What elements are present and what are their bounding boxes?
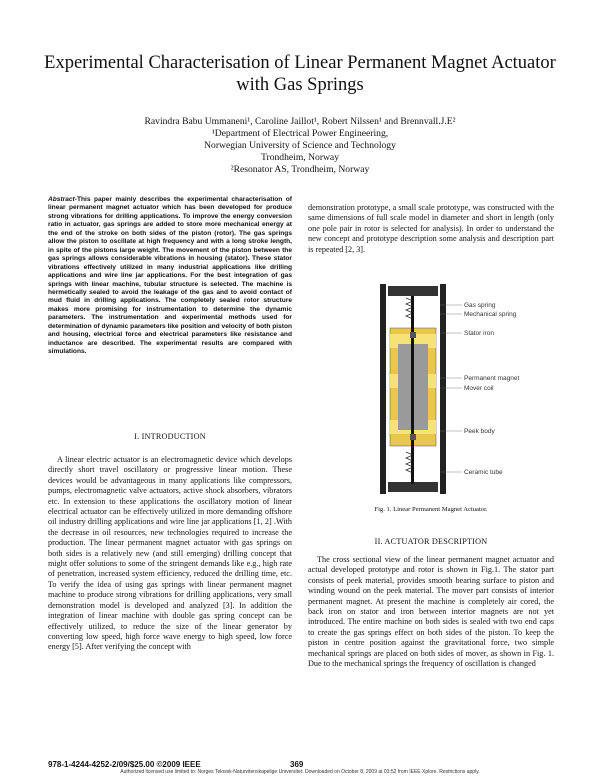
paper-title [40,52,560,96]
affiliation-1: ¹Department of Electrical Power Engineering, [211,128,389,139]
actuator-figure [378,284,568,494]
title-line-1: Experimental Characterisation of Linear Permanent Magnet Actuator [44,53,556,73]
housing-wall-right [440,284,446,494]
label-mechanical-spring: Mechanical spring [464,311,517,318]
label-stator-iron: Stator iron [464,330,494,337]
description-right-column [308,555,554,669]
description-paragraph: The cross sectional view of the linear permanent magnet actuator and actual developed prototype and rotor is shown in Fig.1. The stator part consists of peek material, provides smooth bearing surface to piston and winding wound on the peek material. The mover part consists of interior permanent magnet. At present the machine is completely air cored, the back iron on stator and iron between interior magnets are not yet introduced. The entire machine on both sides is sealed with two end caps to create the gas springs effect on both sides of the piston. To keep the piston in centre position against the gravitational force, two simple mechanical springs are placed on both sides of mover, as shown in Fig. 1. Due to the mechanical springs the frequency of oscillation is changed [308,555,554,669]
figure-caption: Fig. 1. Linear Permanent Magnet Actuator. [374,506,488,513]
section-heading-introduction: I. INTRODUCTION [134,432,206,441]
piston-rod [411,296,414,484]
page-number: 369 [290,760,304,769]
section-heading-actuator-description: II. ACTUATOR DESCRIPTION [374,537,488,546]
author-list: Ravindra Babu Ummaneni¹, Caroline Jaillot¹, Robert Nilssen¹ and Brennvall.J.E² [144,116,456,127]
introduction-right-column [308,203,554,255]
abstract [48,196,292,357]
intro-paragraph: A linear electric actuator is an electromagnetic device which develops directly short travel oscillatory or progressive linear motion. These devices would be advantageous in many applications like compressors, pumps, electromagnetic valve actuators, active shock absorbers, vibrators etc. In extension to these applications the oscillatory motion of linear electrical actuator can be effectively utilized in more demanding offshore oil industry drilling applications and wire line jar applications [1, 2] .With the decrease in oil resources, new technologies required to increase the production. The linear permanent magnet actuator with gas springs on both sides is a relatively new (and still emerging) drilling concept that might offer solutions to some of the stringent demands like e.g., high rate of penetration, increased system efficiency, reduced the drilling time, etc. To verify the idea of using gas springs with linear permanent magnet machine to produce strong vibrations for drilling applications, very small demonstration model is developed and analyzed [3]. In addition the integration of linear machine with double gas spring concept can be effectively utilized, to reduce the size of the linear generator by converting low speed, high force wave energy to high speed, low force energy [5]. After verifying the concept with [48,455,292,652]
label-gas-spring: Gas spring [464,302,496,309]
abstract-label: Abstract- [48,196,77,203]
top-end-cap [388,286,438,296]
label-mover-coil: Mover coil [464,385,494,392]
mover-top [410,332,416,338]
intro-continuation: demonstration prototype, a small scale prototype, was constructed with the same dimensions of full scale model in diameter and short in length (only one pole pair in rotor is selected for analysis). In order to understand the new concept and prototype description some analysis and description part is repeated [2, 3]. [308,203,554,254]
affiliation-3: Trondheim, Norway [261,152,339,163]
affiliation-2: Norwegian University of Science and Technology [204,140,396,151]
label-permanent-magnet: Permanent magnet [464,375,520,382]
author-block [40,116,560,176]
footer-isbn: 978-1-4244-4252-2/09/$25.00 ©2009 IEEE [48,760,201,769]
license-notice: Authorized licensed use limited to: Norges Teknisk-Naturvitenskapelige Universitet. Downloaded on October 8, 2009 at 03:52 from IEEE Xplore. Restrictions apply. [120,769,480,775]
introduction-left-column [48,455,292,653]
affiliation-4: ²Resonator AS, Trondheim, Norway [230,164,370,175]
abstract-text: This paper mainly describes the experimental characterisation of linear permanent magnet actuator which has been developed for produce strong vibrations for drilling applications. To improve the energy conversion ratio in actuator, gas springs are added to store more mechanical energy at the end of the stroke on both sides of the piston (rotor). The gas springs allow the piston to oscillate at high frequency and with a long stroke length, in spite of the pistons large weight. The movement of the piston between the gas springs allows considerable vibrations in housing (stator). These stator vibrations effectively utilized in many industrial applications like drilling applications and wire line jar applications. For the best integration of gas springs with linear machine, tubular structure is selected. The machine is hermetically sealed to avoid the leakage of the gas and to avoid contact of mud fluid in drilling applications. The completely sealed rotor structure makes more promising for instrumentation to determine the dynamic parameters. The instrumentation and experimental methods used for determination of dynamic parameters like position and velocity of both piston and housing, electrical force and electrical parameters like resistance and inductance are described. The experimental results are compared with simulations. [48,196,292,356]
label-ceramic-tube: Ceramic tube [464,469,503,476]
housing-wall-left [380,284,386,494]
title-line-2: with Gas Springs [236,75,364,95]
label-peek-body: Peek body [464,428,495,435]
mover-bottom [410,434,416,440]
